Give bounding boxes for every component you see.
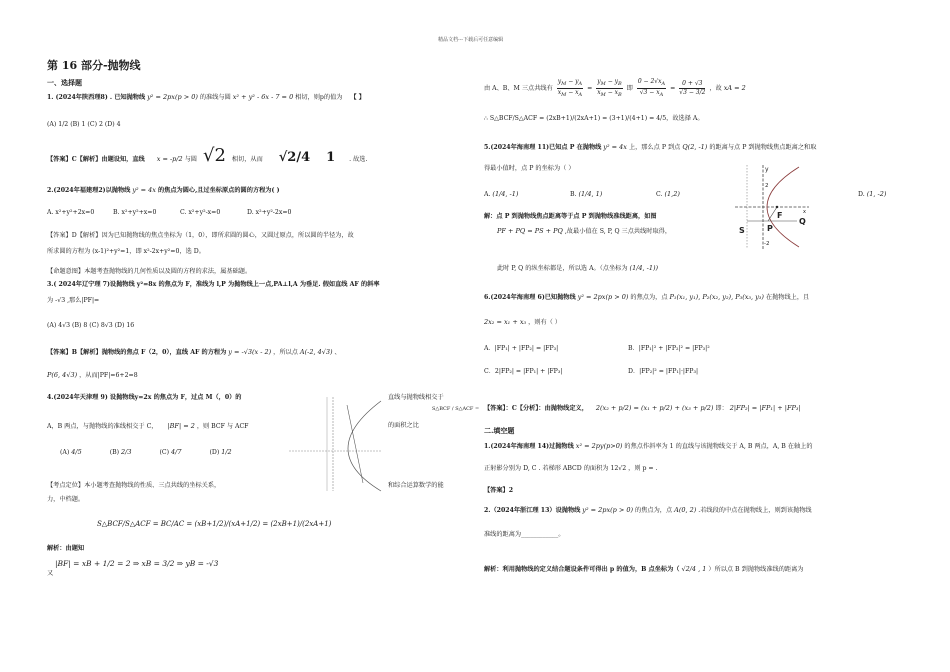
q2-note: 【命题意图】本题考查抛物线的几何性质以及圆的方程的求法，属基础题。 [47,268,252,275]
q6-eq: y² = 2px(p > 0) [577,293,629,301]
q4-stem-line1: 4.(2024年天津理 9) 设抛物线y=2x 的焦点为 F，过点 M（，0）的 [47,394,242,401]
f2-solution-end: ）所以点 B 到抛物线准线的距离为 [708,566,804,573]
q5-solution-point: (1/4, -1)) [629,264,659,272]
q4-stem-line2c [388,422,419,430]
q4-figure [285,393,385,495]
q4-ratio [432,405,479,413]
q6-answer-result: 2|FP₂| = |FP₁| + |FP₃| [729,404,801,412]
q4-bf: |BF| = 2 [167,422,195,430]
q3-stem-line2: 为 -√3 ,那么|PF|= [47,297,100,304]
q4-stem-line2 [47,422,248,431]
f2-stem-line1 [484,506,812,515]
section-fill-title: 二.填空题 [484,426,515,435]
q4-figure-parabola [348,401,381,491]
q5-fig-label-f: F [777,211,783,220]
r1-c: ，故 [709,85,722,93]
q6-answer-label: 【答案】：C【分析】：由抛物线定义， [484,405,588,412]
q4-stem-2a: A，B 两点，与抛物线的准线相交于 C， [47,423,158,430]
q5-fig-label-s: S [739,226,745,235]
q5-option-d [858,190,886,199]
q3-answer-end: ，从而|PF|=6+2=8 [79,372,138,379]
f2-stem-line2: 准线的距离为____________。 [484,531,565,538]
f2-point-a: A(0, 2) [674,506,697,514]
f2-stem-c: .若线段的中点在抛物线上，则到该抛物线 [698,507,812,514]
q5-stem-c: 的距离与点 P 到抛物线焦点距离之和取 [709,144,817,151]
q3-point-p: P(6, 4√3) [47,371,78,379]
q1-blank: 【 】 [350,94,365,101]
q5-stem-a: 5.(2024年海南理 11)已知点 P 在抛物线 [484,144,602,151]
q2-parabola-eq: y² = 4x [132,186,156,194]
q2-answer-line2: 所求圆的方程为 (x-1)²+y²=1，即 x²-2x+y²=0，选 D。 [47,248,205,255]
q5-option-d-value: (1, -2) [866,190,887,198]
q5-stem-line2: 得最小值时，点 P 的坐标为（ ） [484,165,575,172]
q4-ratio-expr: S△BCF / S△ACF [432,406,474,412]
q5-figure [733,163,811,251]
q1-value-1: √2/4 [278,150,311,165]
q5-stem-b: 上，那么点 P 到点 [628,144,681,151]
q1-parabola-eq: y² = 2px(p > 0) [147,93,198,101]
r1-b: 即 [626,85,633,93]
q1-options: (A) 1/2 (B) 1 (C) 2 (D) 4 [47,121,121,128]
page-header: 精品文档---下载后可任意编辑 [438,37,504,43]
q6-option-a: A．|FP₁| + |FP₂| = |FP₃| [484,345,559,352]
r2-line: ∴ S△BCF/S△ACF = (2xB+1)/(2xA+1) = (3+1)/(4+1) = 4/5，故选择 A。 [484,115,704,122]
q1-sqrt2: √2 [202,145,226,166]
q5-fig-label-p: P [767,224,773,233]
q4-option-b-label: (B) [109,449,120,456]
q6-stem-line2 [484,318,561,327]
q4-option-d-label: (D) [209,449,220,456]
q4-option-c-label: (C) [159,449,170,456]
q3-stem-line1: 3.( 2024年辽宁理 7)设抛物线 y²=8x 的焦点为 F，准线为 l,P 为抛物线上一点,PA⊥l,A 为垂足. 假如直线 AF 的斜率 [47,281,380,288]
q5-option-c [656,190,680,199]
q4-option-c-value: 4/7 [171,448,182,456]
q3-answer-line2 [47,371,138,380]
q5-option-d-label: D. [858,191,865,198]
q5-option-c-value: (1,2) [664,190,680,198]
q6-stem-c: 在抛物线上，且 [765,294,810,301]
q2-stem-pre: 2.(2024年福建理2)以抛物线 [47,187,131,194]
f1-eq: x² = 2py(p>0) [575,442,623,450]
q5-option-b [570,190,602,199]
section-choice-title: 一、选择题 [47,78,82,87]
q4-option-a-value: 4/5 [71,448,82,456]
q4-stem-line1b: 直线与抛物线相交于 [388,394,444,401]
page-title: 第 16 部分-抛物线 [47,59,141,72]
q4-ratio-eq: = [474,406,480,412]
q5-solution-line3 [497,264,658,273]
q5-option-a-value: (1/4, -1) [492,190,519,198]
q4-point-line1b: 和综合运算数学的能 [388,482,444,489]
q2-option-b: B. x²+y²+x=0 [113,209,157,216]
q5-fig-focus [776,206,778,208]
q1-circle-eq: x² + y² - 6x - 7 = 0 [232,93,294,101]
f2-stem-a: 2.（2024年浙江理 13）设抛物线 [484,507,581,514]
q4-point-line1: 【考点定位】本小题考查抛物线的性质、三点共线的坐标关系， [47,482,221,489]
q6-stem-a: 6.(2024年海南理 6)已知抛物线 [484,294,576,301]
q6-answer [484,404,801,413]
q4-formula: S△BCF/S△ACF = BC/AC = (xB+1/2)/(xA+1/2) = (2xB+1)/(2xA+1) [97,520,332,528]
q3-line-af: y = -√3(x - 2) [228,348,272,356]
q4-option-d-value: 1/2 [221,448,232,456]
f1-answer: 【答案】2 [484,487,514,494]
q5-solution-line1: 解：点 P 到抛物线焦点距离等于点 P 到抛物线准线距离，如图 [484,213,657,220]
q5-fig-label-q: Q [799,217,806,226]
q6-option-d: D．|FP₂|² = |FP₁|·|FP₃| [628,368,699,375]
q1-answer-label: 【答案】C【解析】由题设知，直线 [47,156,145,163]
f1-stem-line1 [484,442,813,451]
q6-option-c: C．2|FP₂| = |FP₁| + |FP₃| [484,368,563,375]
q5-fig-label-y: y [765,166,769,173]
q1-post: 相切，则p的值为 [295,94,343,101]
f2-eq: y² = 2px(p > 0) [582,506,634,514]
q3-answer-line1: 【答案】B【解析】抛物线的焦点 F（2，0），直线 AF 的方程为 y = -√3(x - 2) ，所以点 A(-2, 4√3) 、 [47,348,341,356]
q6-condition: 2x₂ = x₁ + x₃ [484,318,527,326]
q5-point-q: Q(2, -1) [682,143,708,151]
q6-stem-b: 的焦点为，点 [630,294,668,301]
q4-option-b-value: 2/3 [121,448,132,456]
q5-eq: y² = 4x [603,143,627,151]
q2-option-d: D. x²+y²-2x=0 [247,209,292,216]
q5-fig-label-x: x [803,209,806,215]
q1-directrix: x = -p/2 [156,155,183,163]
f1-stem-line2: 正射影分别为 D, C . 若梯形 ABCD 的面积为 12√2 ，则 p = . [484,465,658,472]
q2-answer-line1: 【答案】D【解析】因为已知抛物线的焦点坐标为（1，0），即所求圆的圆心，又圆过原点，所以圆的半径为，故 [47,232,354,239]
q2-option-a: A. x²+y²+2x=0 [47,209,95,216]
q4-stem-2c: 的面积之比 [388,422,419,429]
q5-option-a-label: A. [484,191,491,198]
q1-stem [47,93,365,102]
q6-answer-eq: 2(x₂ + p/2) = (x₁ + p/2) + (x₃ + p/2) [595,404,714,412]
q4-options [60,448,232,457]
r1-line: 由 A、B、M 三点共线有 $\frac{y_M - y_A}{x_M - x_A}$ = $\frac{y_M - y_B}{x_M - x_B}$ 即 $\frac{0 - 2√x_A}{√3 - x_A}$ = $\frac{0 + √3}{√3 - 3/2}$ ，故 xA = 2 [484,78,746,99]
q1-answer [47,145,368,166]
q3-answer-mid: ，所以点 [273,349,298,356]
r1-frac3: $\frac{0 - 2√x_A}{√3 - x_A}$ [637,78,666,99]
f1-stem-b: 的焦点作斜率为 1 的直线与该抛物线交于 A, B 两点，A, B 在轴上的 [624,443,813,450]
q2-option-c: C. x²+y²-x=0 [180,209,221,216]
q5-fig-pf-line [768,207,777,221]
q1-answer-mid: 与圆 [184,156,197,163]
q5-option-b-label: B. [570,191,577,198]
q6-stem-line1 [484,293,809,302]
q2-stem [47,186,280,195]
q4-figure-line [347,405,363,483]
q5-option-a [484,190,518,199]
f2-stem-b: 的焦点为，点 [635,507,673,514]
q1-value-2: 1 [326,150,336,165]
q4-option-a-label: (A) [60,449,70,456]
q5-option-c-label: C. [656,191,663,198]
r1-a: 由 A、B、M 三点共线有 [484,85,553,93]
q4-also: 又 [47,570,54,577]
q5-fig-label-neg2: -2 [764,241,770,247]
q6-answer-mid: 即： [715,405,728,412]
f2-solution-point: √2/4 , 1 [681,565,707,573]
q1-answer-mid2: 相切，从而 [231,156,263,163]
q5-solution-b: ,故最小值在 S, P, Q 三点共线时取得， [564,228,672,235]
q6-option-b: B．|FP₁|² + |FP₂|² = |FP₃|² [628,345,710,352]
q1-end: . 故选. [349,156,368,163]
f2-solution [484,565,803,574]
r1-xa: xA = 2 [723,84,746,93]
q5-solution-line2 [497,227,671,236]
q5-solution-c: 此时 P, Q 的纵坐标都是，所以选 A。（点坐标为 [497,265,628,272]
r1-frac1: $\frac{y_M - y_A}{x_M - x_A}$ [557,78,583,99]
q5-option-b-value: (1/4, 1) [578,190,603,198]
q3-point-a: A(-2, 4√3) [299,348,333,356]
q3-answer-label: 【答案】B【解析】抛物线的焦点 F（2，0），直线 AF 的方程为 [47,349,227,356]
q4-solution-label: 解析：由题知 [47,545,85,552]
q5-fig-label-2: 2 [765,183,769,189]
r1-frac4: $\frac{0 + √3}{√3 - 3/2}$ [679,80,706,97]
f2-solution-label: 解析：利用抛物线的定义结合题设条件可得出 p 的值为，B 点坐标为（ [484,566,680,573]
q1-pre: 1. (2024年陕西理8) . 已知抛物线 [47,94,146,101]
q6-points: P₁(x₁, y₁), P₂(x₂, y₂), P₃(x₃, y₃) [669,293,764,301]
q2-stem-post: 的焦点为圆心,且过坐标原点的圆的方程为( ) [157,187,280,194]
q4-stem-2b: ，则 BCF 与 ACF [196,423,249,430]
q6-stem-e: ，则有（ ） [528,319,561,326]
q5-stem-line1 [484,143,816,152]
q5-solution-eq: PF + PQ = PS + PQ [497,227,563,235]
q4-point-line2: 力，中档题。 [47,496,85,503]
q3-options: (A) 4√3 (B) 8 (C) 8√3 (D) 16 [47,322,135,329]
q1-mid: 的准线与圆 [199,94,231,101]
q4-chain: |BF| = xB + 1/2 = 2 ⇒ xB = 3/2 ⇒ yB = -√3 [55,559,219,568]
r1-frac2: $\frac{y_M - y_B}{x_M - x_B}$ [597,78,622,99]
f1-stem-a: 1.(2024年海南理 14)过抛物线 [484,443,574,450]
